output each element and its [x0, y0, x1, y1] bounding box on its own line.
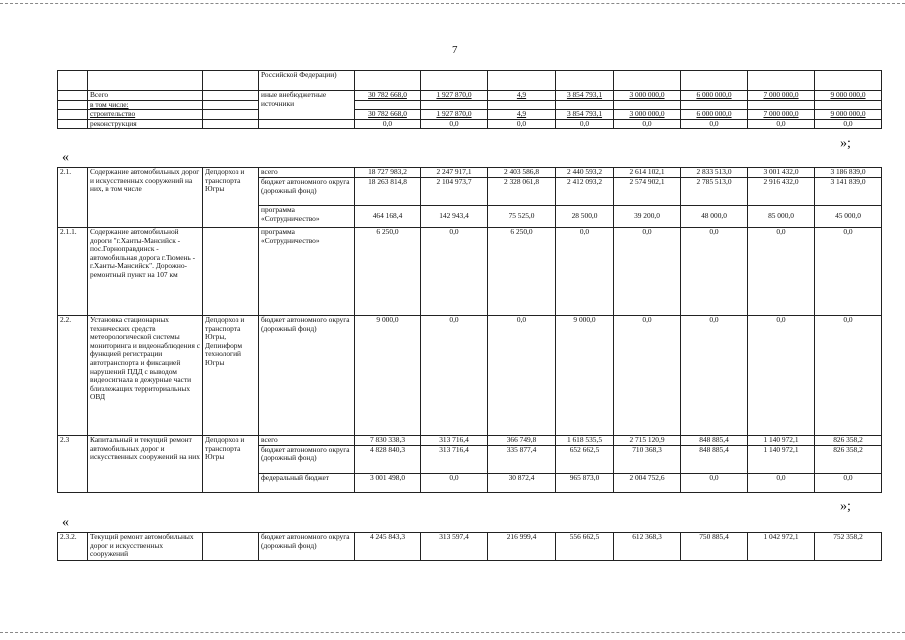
value-cell: 3 000 000,0	[614, 110, 681, 120]
value-cell: 3 000 000,0	[614, 91, 681, 101]
item-executor	[203, 228, 259, 316]
value-cell: 7 000 000,0	[748, 91, 815, 101]
value-cell: 710 368,3	[614, 445, 681, 473]
value-cell: 1 140 972,1	[748, 436, 815, 446]
value-cell: 30 782 668,0	[355, 110, 421, 120]
source-cell: бюджет автономного округа (дорожный фонд)	[259, 445, 355, 473]
value-cell: 0,0	[488, 316, 556, 436]
label-cell: в том числе:	[88, 100, 203, 110]
value-cell: 4,9	[488, 91, 556, 101]
value-cell: 2 833 513,0	[681, 168, 748, 178]
value-cell: 4,9	[488, 110, 556, 120]
value-cell: 2 785 513,0	[681, 178, 748, 206]
value-cell: 45 000,0	[815, 206, 882, 228]
value-cell: 366 749,8	[488, 436, 556, 446]
value-cell: 0,0	[421, 228, 488, 316]
label-cell: Всего	[88, 91, 203, 101]
value-cell: 464 168,4	[355, 206, 421, 228]
value-cell: 3 001 498,0	[355, 473, 421, 492]
value-cell: 2 004 752,6	[614, 473, 681, 492]
item-number: 2.2.	[58, 316, 88, 436]
value-cell: 30 782 668,0	[355, 91, 421, 101]
source-cell: программа «Сотрудничество»	[259, 206, 355, 228]
value-cell: 9 000,0	[355, 316, 421, 436]
source-cell: федеральный бюджет	[259, 473, 355, 492]
value-cell: 3 854 793,1	[556, 91, 614, 101]
value-cell: 48 000,0	[681, 206, 748, 228]
table-continuation	[57, 70, 882, 129]
value-cell: 2 247 917,1	[421, 168, 488, 178]
value-cell: 7 000 000,0	[748, 110, 815, 120]
value-cell: 0,0	[421, 119, 488, 129]
value-cell: 0,0	[681, 316, 748, 436]
item-executor: Депдорхоз и транспорта Югры, Депинформ технологий Югры	[203, 316, 259, 436]
table-row	[58, 168, 882, 178]
value-cell: 848 885,4	[681, 436, 748, 446]
value-cell: 30 872,4	[488, 473, 556, 492]
value-cell: 335 877,4	[488, 445, 556, 473]
value-cell: 2 916 432,0	[748, 178, 815, 206]
source-cell: всего	[259, 436, 355, 446]
value-cell: 2 440 593,2	[556, 168, 614, 178]
value-cell: 75 525,0	[488, 206, 556, 228]
value-cell: 0,0	[355, 119, 421, 129]
item-executor: Депдорхоз и транспорта Югры	[203, 168, 259, 228]
value-cell: 216 999,4	[488, 533, 556, 561]
value-cell: 3 141 839,0	[815, 178, 882, 206]
value-cell: 3 186 839,0	[815, 168, 882, 178]
item-name: Содержание автомобильных дорог и искусственных сооружений на них, в том числе	[88, 168, 203, 228]
value-cell: 848 885,4	[681, 445, 748, 473]
value-cell: 1 140 972,1	[748, 445, 815, 473]
value-cell: 9 000 000,0	[815, 91, 882, 101]
table-row	[58, 533, 882, 561]
value-cell: 0,0	[556, 228, 614, 316]
page-number: 7	[452, 44, 458, 56]
source-cell: бюджет автономного округа (дорожный фонд)	[259, 533, 355, 561]
item-name: Капитальный и текущий ремонт автомобильных дорог и искусственных сооружений на них	[88, 436, 203, 493]
value-cell: 750 885,4	[681, 533, 748, 561]
label-cell: строительство	[88, 110, 203, 120]
value-cell: 0,0	[681, 119, 748, 129]
table-row	[58, 71, 882, 91]
value-cell: 2 403 586,8	[488, 168, 556, 178]
value-cell: 313 716,4	[421, 436, 488, 446]
value-cell: 6 250,0	[355, 228, 421, 316]
value-cell: 752 358,2	[815, 533, 882, 561]
item-number: 2.3.2.	[58, 533, 88, 561]
value-cell: 0,0	[488, 119, 556, 129]
value-cell: 2 412 093,2	[556, 178, 614, 206]
scan-edge-top	[0, 3, 905, 4]
value-cell: 4 828 840,3	[355, 445, 421, 473]
source-cell: программа «Сотрудничество»	[259, 228, 355, 316]
value-cell: 6 000 000,0	[681, 91, 748, 101]
table-row	[58, 119, 882, 129]
value-cell: 2 614 102,1	[614, 168, 681, 178]
value-cell: 18 263 814,8	[355, 178, 421, 206]
source-cell: иные внебюджетные источники	[259, 91, 355, 120]
value-cell: 6 250,0	[488, 228, 556, 316]
value-cell: 2 715 120,9	[614, 436, 681, 446]
value-cell: 9 000,0	[556, 316, 614, 436]
value-cell: 1 618 535,5	[556, 436, 614, 446]
item-name: Установка стационарных технических средств метеорологической системы мониторинга и видеонаблюдения с функцией регистрации автотранспорта и фиксацией нарушений ПДД с выводом видеосигнала в дежурные части близлежащих территориальных ОВД	[88, 316, 203, 436]
value-cell: 0,0	[556, 119, 614, 129]
value-cell: 0,0	[614, 119, 681, 129]
value-cell: 7 830 338,3	[355, 436, 421, 446]
value-cell: 0,0	[815, 228, 882, 316]
item-number: 2.3	[58, 436, 88, 493]
value-cell: 0,0	[748, 473, 815, 492]
item-name: Содержание автомобильной дороги "г.Ханты-Мансийск - пос.Горноправдинск - автомобильная дорога г.Тюмень - г.Ханты-Мансийск". Дорожно-ремонтный пункт на 107 км	[88, 228, 203, 316]
value-cell: 612 368,3	[614, 533, 681, 561]
value-cell: 0,0	[421, 473, 488, 492]
value-cell: 85 000,0	[748, 206, 815, 228]
value-cell: 4 245 843,3	[355, 533, 421, 561]
value-cell: 0,0	[614, 228, 681, 316]
table-row	[58, 100, 882, 110]
value-cell: 3 854 793,1	[556, 110, 614, 120]
item-name: Текущий ремонт автомобильных дорог и искусственных сооружений	[88, 533, 203, 561]
opening-quote: «	[62, 515, 69, 530]
table-row	[58, 110, 882, 120]
value-cell: 0,0	[815, 473, 882, 492]
closing-quote: »;	[840, 136, 851, 151]
value-cell: 826 358,2	[815, 445, 882, 473]
value-cell: 2 574 902,1	[614, 178, 681, 206]
value-cell: 1 042 972,1	[748, 533, 815, 561]
label-cell: реконструкция	[88, 119, 203, 129]
value-cell: 2 328 061,8	[488, 178, 556, 206]
value-cell: 556 662,5	[556, 533, 614, 561]
table-row	[58, 228, 882, 316]
value-cell: 1 927 870,0	[421, 110, 488, 120]
source-cell: всего	[259, 168, 355, 178]
value-cell: 0,0	[681, 228, 748, 316]
value-cell: 2 104 973,7	[421, 178, 488, 206]
value-cell: 9 000 000,0	[815, 110, 882, 120]
value-cell: 0,0	[815, 316, 882, 436]
table-tail	[57, 532, 882, 561]
value-cell: 313 716,4	[421, 445, 488, 473]
value-cell: 652 662,5	[556, 445, 614, 473]
value-cell: 0,0	[748, 119, 815, 129]
source-cell: Российской Федерации)	[259, 71, 355, 91]
value-cell: 18 727 983,2	[355, 168, 421, 178]
value-cell: 0,0	[681, 473, 748, 492]
opening-quote: «	[62, 150, 69, 165]
value-cell: 0,0	[748, 228, 815, 316]
scan-edge-bottom	[0, 632, 905, 633]
value-cell: 0,0	[421, 316, 488, 436]
source-cell: бюджет автономного округа (дорожный фонд)	[259, 316, 355, 436]
value-cell: 142 943,4	[421, 206, 488, 228]
closing-quote: »;	[840, 499, 851, 514]
table-row	[58, 436, 882, 446]
value-cell: 826 358,2	[815, 436, 882, 446]
item-number: 2.1.	[58, 168, 88, 228]
table-main	[57, 167, 882, 493]
value-cell: 0,0	[614, 316, 681, 436]
item-executor: Депдорхоз и транспорта Югры	[203, 436, 259, 493]
table-row	[58, 91, 882, 101]
value-cell: 3 001 432,0	[748, 168, 815, 178]
value-cell: 0,0	[815, 119, 882, 129]
table-row	[58, 316, 882, 436]
value-cell: 965 873,0	[556, 473, 614, 492]
value-cell: 28 500,0	[556, 206, 614, 228]
source-cell: бюджет автономного округа (дорожный фонд)	[259, 178, 355, 206]
value-cell: 1 927 870,0	[421, 91, 488, 101]
value-cell: 313 597,4	[421, 533, 488, 561]
value-cell: 39 200,0	[614, 206, 681, 228]
value-cell: 6 000 000,0	[681, 110, 748, 120]
value-cell: 0,0	[748, 316, 815, 436]
item-number: 2.1.1.	[58, 228, 88, 316]
